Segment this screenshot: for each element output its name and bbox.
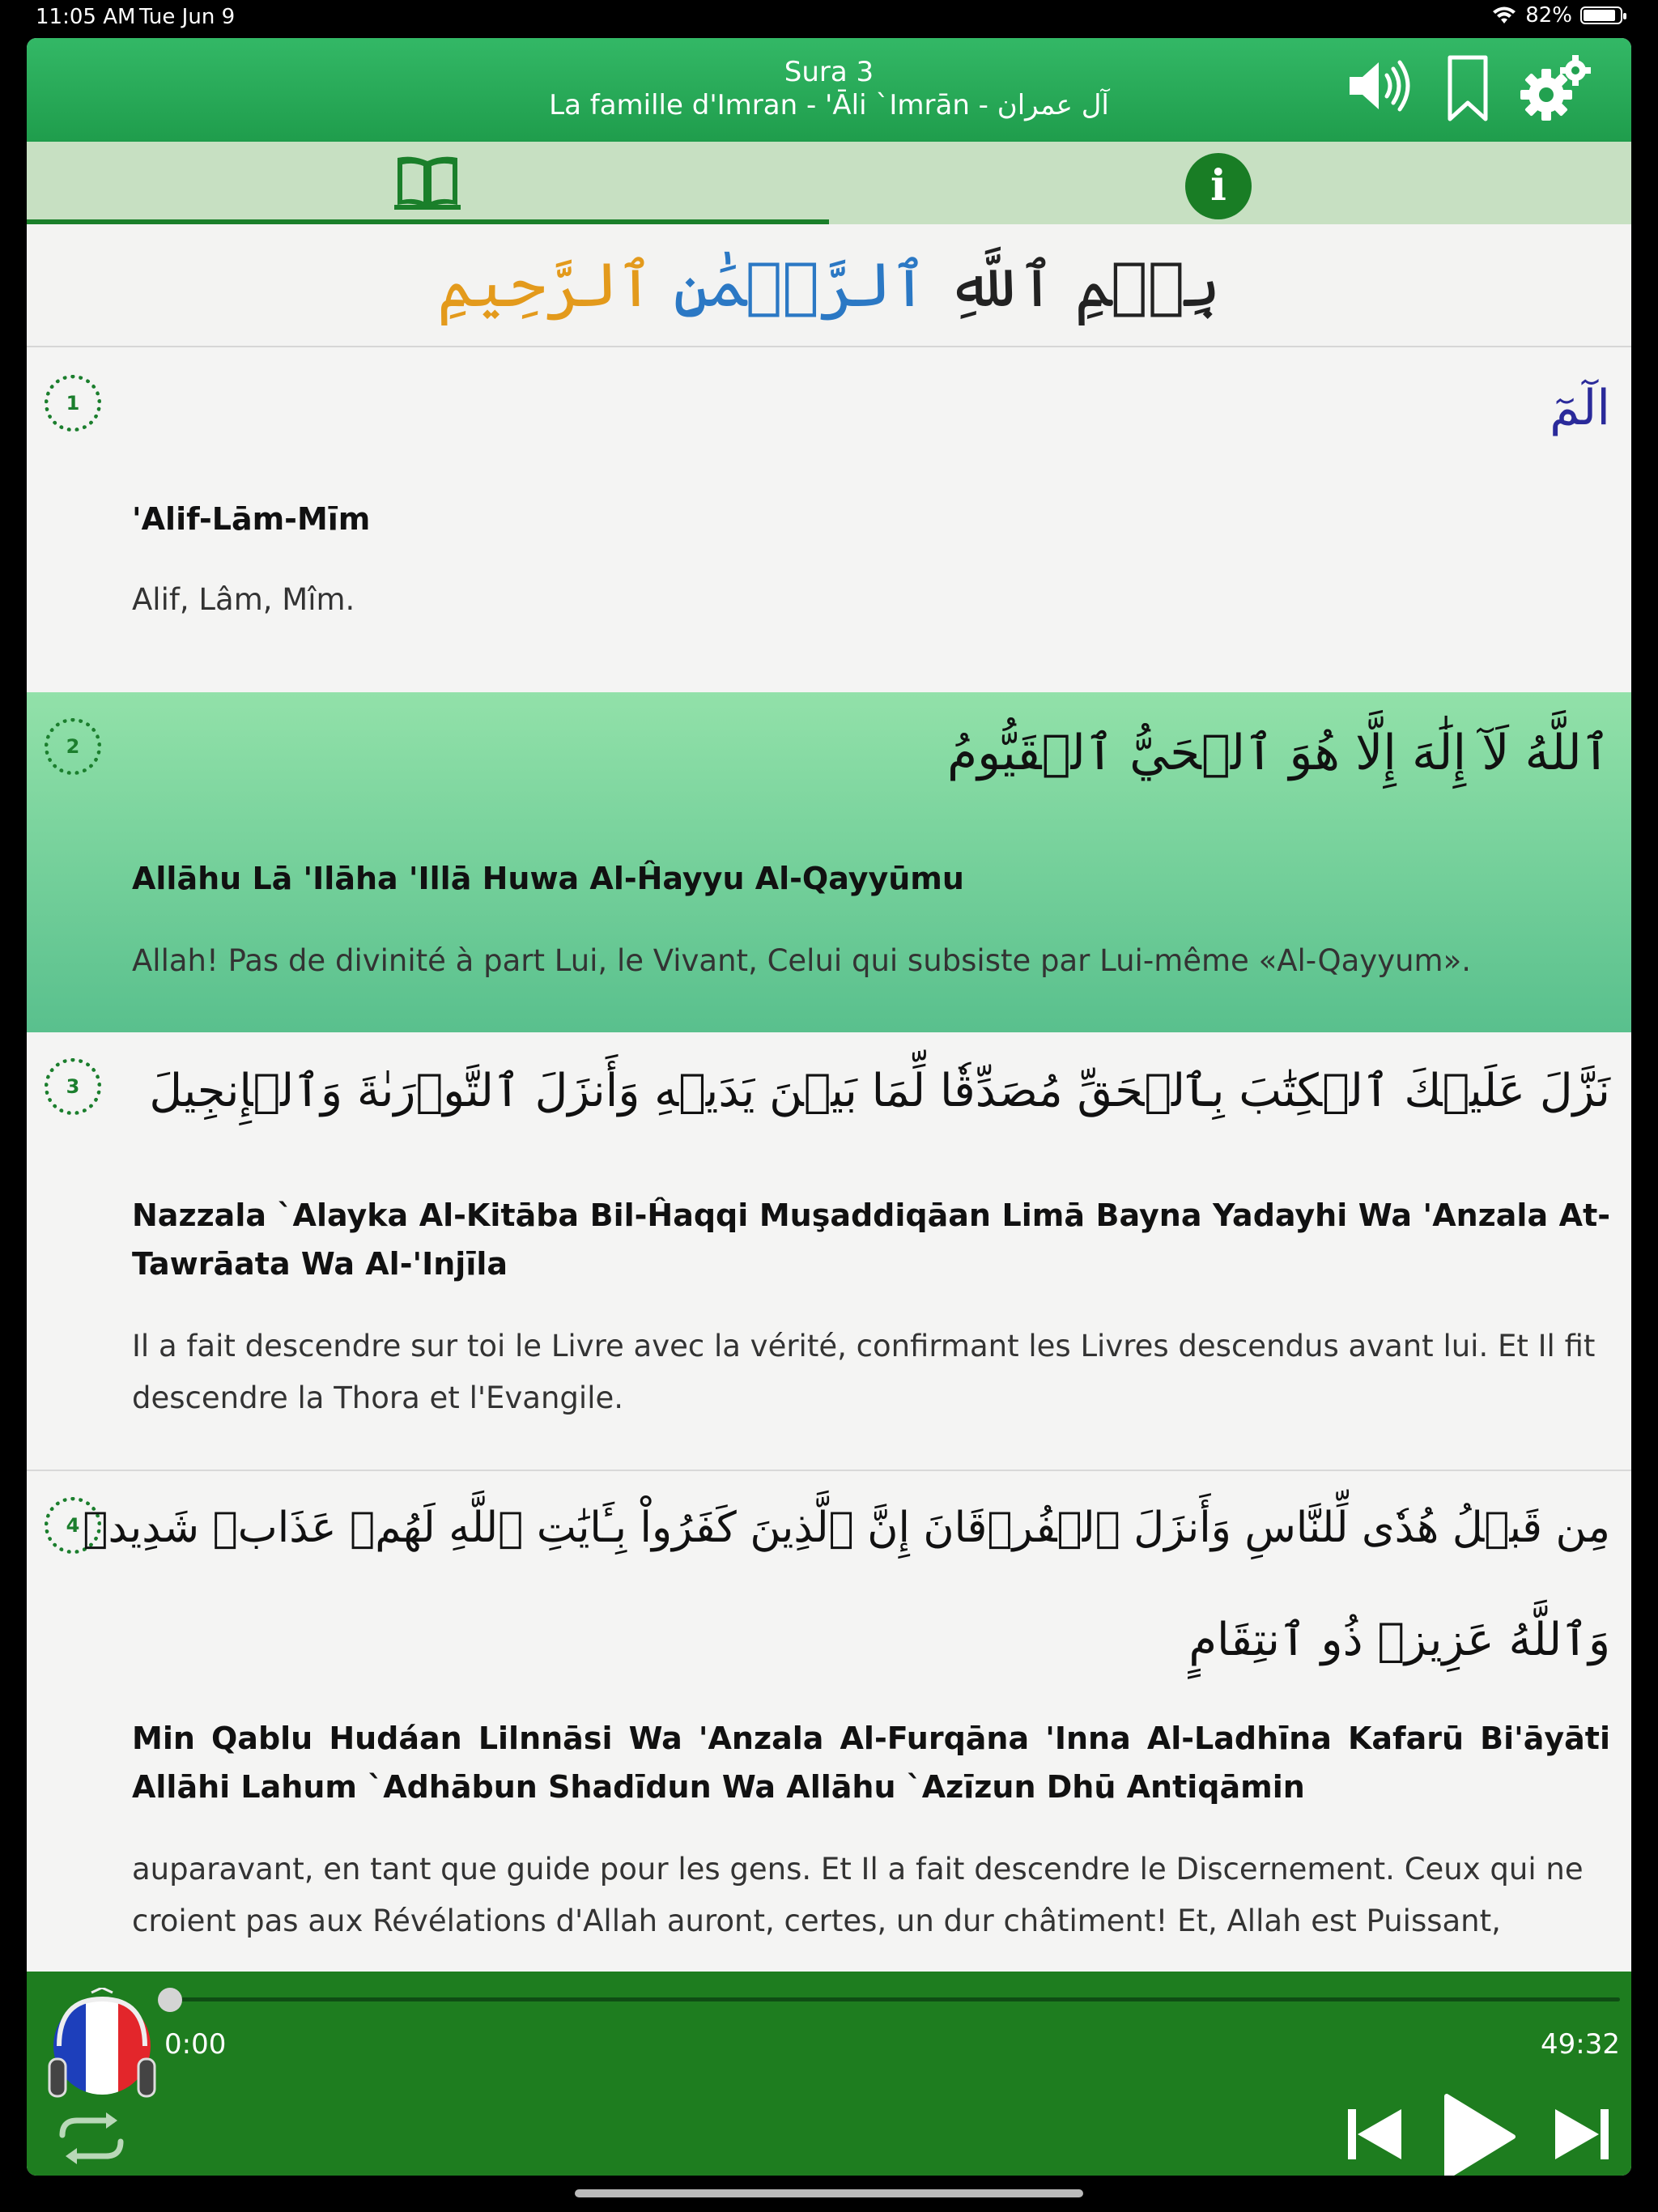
bismillah-word: بِسۡمِ bbox=[1074, 249, 1221, 321]
gear-icon[interactable] bbox=[1520, 54, 1593, 122]
verse-arabic: نَزَّلَ عَلَيۡكَ ٱلۡكِتَٰبَ بِٱلۡحَقِّ مُصَدِّقٗا لِّمَا بَيۡنَ يَدَيۡهِ وَأَنزَلَ ٱلتَّوۡرَىٰةَ وَٱلۡإِنجِيلَ bbox=[149, 1065, 1610, 1117]
status-date: Tue Jun 9 bbox=[139, 5, 236, 29]
play-icon[interactable] bbox=[1440, 2091, 1518, 2176]
home-indicator[interactable] bbox=[575, 2189, 1083, 2197]
verse-row[interactable] bbox=[27, 347, 1631, 730]
verse-row-highlighted[interactable] bbox=[27, 692, 1631, 1032]
verse-row[interactable] bbox=[27, 1471, 1631, 1973]
repeat-icon[interactable] bbox=[51, 2109, 132, 2167]
progress-track[interactable] bbox=[169, 1997, 1620, 2001]
verse-translation: auparavant, en tant que guide pour les gens. Et Il a fait descendre le Discernement. Ceux qui ne croient pas aux Révélations d'Allah auront, certes, un dur châtiment! Et, Allah est Puissant, bbox=[132, 1852, 1584, 1938]
sura-number-title: Sura 3 bbox=[784, 56, 874, 88]
verse-translation: Alif, Lâm, Mîm. bbox=[132, 582, 355, 617]
status-right bbox=[1491, 3, 1622, 28]
elapsed-time: 0:00 bbox=[164, 2028, 227, 2061]
verse-transliteration: Allāhu Lā 'Ilāha 'Illā Huwa Al-Ĥayyu Al-Qayyūmu bbox=[132, 861, 964, 896]
speaker-icon[interactable] bbox=[1346, 57, 1414, 114]
tab-text[interactable] bbox=[27, 142, 829, 224]
app-window bbox=[27, 38, 1631, 2176]
wifi-icon bbox=[1491, 6, 1517, 25]
info-icon: i bbox=[1185, 153, 1252, 219]
audio-player bbox=[27, 1972, 1631, 2176]
tab-bar bbox=[27, 142, 1631, 224]
battery-percent: 82% bbox=[1525, 3, 1572, 28]
verse-number-badge: 4 bbox=[45, 1497, 101, 1554]
bookmark-icon[interactable] bbox=[1445, 54, 1490, 124]
skip-forward-icon[interactable] bbox=[1552, 2104, 1612, 2164]
sura-name-subtitle: La famille d'Imran - 'Āli `Imrān - آل عمران bbox=[549, 89, 1109, 121]
flag-headphones-icon[interactable] bbox=[41, 1988, 163, 2109]
verse-number-badge: 1 bbox=[45, 375, 101, 432]
bismillah-banner bbox=[27, 224, 1631, 347]
verse-arabic-line: مِن قَبۡلُ هُدٗى لِّلنَّاسِ وَأَنزَلَ ٱلۡفُرۡقَانَ إِنَّ ٱلَّذِينَ كَفَرُواْ بِـَٔايَٰتِ ٱللَّهِ لَهُمۡ عَذَابٞ شَدِيدٞ bbox=[83, 1504, 1610, 1552]
verse-transliteration: Min Qablu Hudáan Lilnnāsi Wa 'Anzala Al-Furqāna 'Inna Al-Ladhīna Kafarū Bi'āyāti Allāhi Lahum `Adhābun Shadīdun Wa Allāhu `Azīzun Dhū Antiqāmin bbox=[132, 1721, 1610, 1805]
status-bar bbox=[0, 0, 1658, 36]
verse-arabic-line: وَٱللَّهُ عَزِيزٞ ذُو ٱنتِقَامٍ bbox=[1188, 1614, 1610, 1666]
header-bar bbox=[27, 38, 1631, 142]
verse-arabic: الٓمٓ bbox=[1550, 380, 1610, 436]
battery-icon bbox=[1580, 6, 1622, 24]
verse-row[interactable] bbox=[27, 1032, 1631, 1471]
bismillah-word: ٱلرَّحۡمَٰنِ bbox=[673, 249, 928, 321]
verse-transliteration: 'Alif-Lām-Mīm bbox=[132, 501, 371, 537]
book-icon bbox=[393, 153, 462, 213]
verse-arabic: ٱللَّهُ لَآ إِلَٰهَ إِلَّا هُوَ ٱلۡحَيُّ ٱلۡقَيُّومُ bbox=[947, 725, 1610, 781]
tab-info[interactable] bbox=[829, 142, 1631, 224]
verse-transliteration: Nazzala `Alayka Al-Kitāba Bil-Ĥaqqi Muşaddiqāan Limā Bayna Yadayhi Wa 'Anzala At-Tawrāata Wa Al-'Injīla bbox=[132, 1197, 1610, 1282]
bismillah-word: ٱلرَّحِيمِ bbox=[437, 249, 654, 321]
status-time: 11:05 AM bbox=[36, 5, 136, 29]
skip-back-icon[interactable] bbox=[1345, 2104, 1405, 2164]
total-duration: 49:32 bbox=[1541, 2028, 1620, 2061]
bismillah-word: ٱللَّهِ bbox=[946, 249, 1056, 321]
verse-translation: Il a fait descendre sur toi le Livre avec la vérité, confirmant les Livres descendus avant lui. Et Il fit descendre la Thora et l'Evangile. bbox=[132, 1329, 1596, 1415]
verse-number-badge: 2 bbox=[45, 718, 101, 775]
verse-translation: Allah! Pas de divinité à part Lui, le Vivant, Celui qui subsiste par Lui-même «Al-Qayyum». bbox=[132, 943, 1471, 978]
verse-number-badge: 3 bbox=[45, 1058, 101, 1115]
